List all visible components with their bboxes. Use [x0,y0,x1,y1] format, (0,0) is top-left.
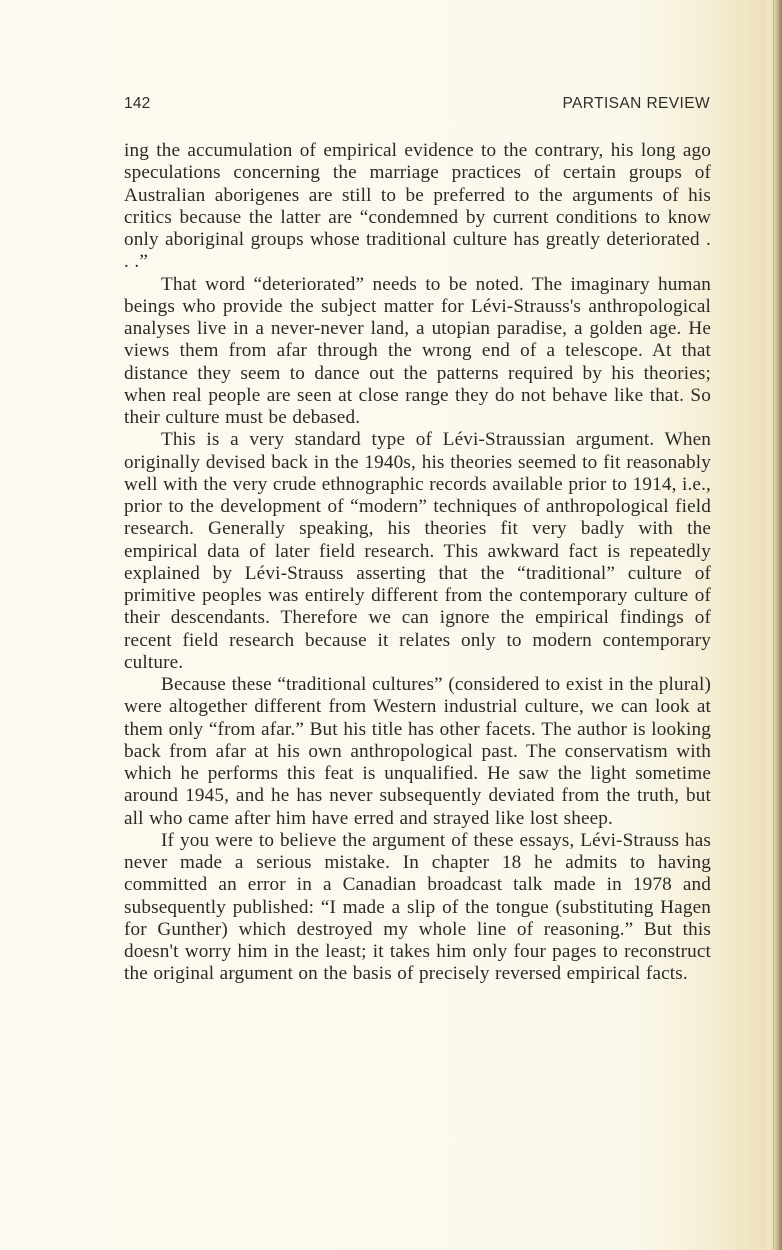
running-head [124,95,710,115]
page-number: 142 [124,95,151,112]
paragraph-serious-mistake: If you were to believe the argument of these essays, Lévi-Strauss has never made a serious mistake. In chapter 18 he admits to having committed an error in a Canadian broadcast talk made in 1978 and subsequently published: “I made a slip of the tongue (substituting Hagen for Gunther) which destroyed my whole line of reasoning.” But this doesn't worry him in the least; it takes him only four pages to reconstruct the original argument on the basis of precisely reversed empirical facts. [124,829,711,985]
page-edge-line [773,0,774,1250]
journal-title: PARTISAN REVIEW [562,95,710,112]
paragraph-levi-straussian-argument: This is a very standard type of Lévi-Straussian argument. When originally devised back in the 1940s, his theories seemed to fit reasonably well with the very crude ethnographic records available prior to 1914, i.e., prior to the development of “modern” techniques of anthropological field research. Generally speaking, his theories fit very badly with the empirical data of later field research. This awkward fact is repeatedly explained by Lévi-Strauss asserting that the “traditional” culture of primitive peoples was entirely different from the contemporary culture of their descendants. Therefore we can ignore the empirical findings of recent field research because it relates only to modern contemporary culture. [124,429,711,673]
paragraph-traditional-cultures: Because these “traditional cultures” (considered to exist in the plural) were altogether different from Western industrial culture, we can look at them only “from afar.” But his title has other facets. The author is looking back from afar at his own anthropological past. The conservatism with which he performs this feat is unqualified. He saw the light sometime around 1945, and he has never subsequently deviated from the truth, but all who came after him have erred and strayed like lost sheep. [124,674,711,829]
paragraph-deteriorated: That word “deteriorated” needs to be noted. The imaginary human beings who provide the subject matter for Lévi-Strauss's anthropological analyses live in a never-never land, a utopian paradise, a golden age. He views them from afar through the wrong end of a telescope. At that distance they seem to dance out the patterns required by his theories; when real people are seen at close range they do not behave like that. So their culture must be debased. [124,273,711,428]
paragraph-continuation: ing the accumulation of empirical evidence to the contrary, his long ago speculations concerning the marriage practices of certain groups of Australian aborigenes are still to be preferred to the arguments of his critics because the latter are “condemned by current conditions to know only aboriginal groups whose traditional culture has greatly deteriorated . . .” [124,140,711,273]
article-body [124,140,711,986]
page-binding-edge [766,0,782,1250]
